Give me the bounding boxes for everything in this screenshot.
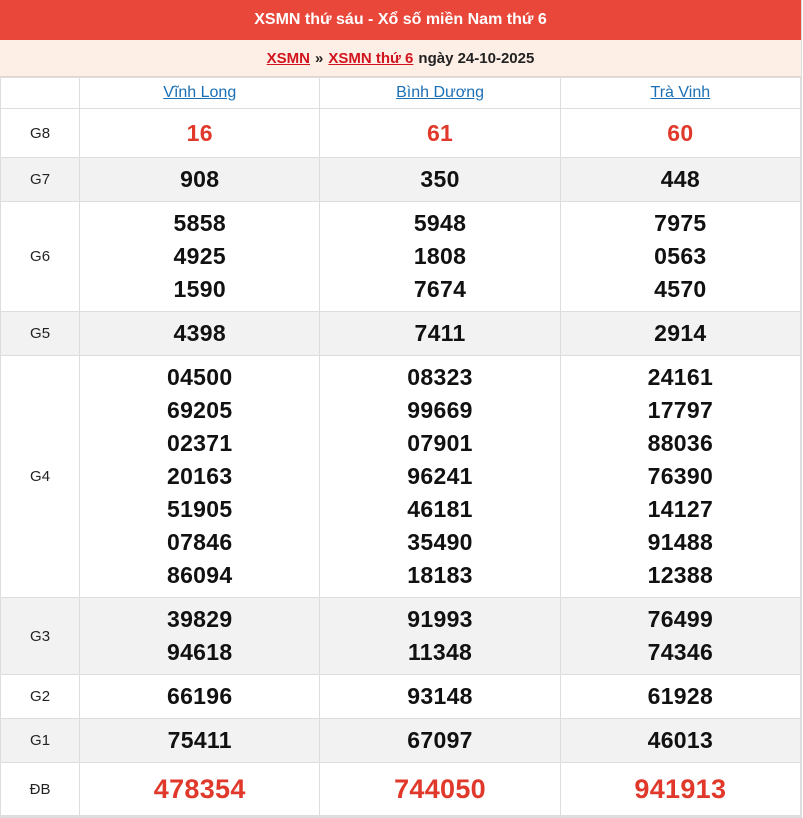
results-body — [1, 109, 801, 816]
prize-label: G8 — [1, 109, 80, 158]
result-cell — [560, 719, 800, 763]
lottery-number: 1808 — [413, 243, 467, 269]
lottery-number: 2914 — [654, 320, 707, 346]
lottery-number: 908 — [180, 166, 220, 192]
lottery-number: 66196 — [167, 683, 233, 709]
lottery-number: 61928 — [647, 683, 714, 709]
prize-label: G1 — [1, 719, 80, 763]
result-cell — [560, 158, 800, 202]
lottery-number: 91993 — [407, 606, 473, 632]
lottery-number: 99669 — [407, 397, 473, 423]
result-cell — [80, 675, 320, 719]
province-link-binh-duong[interactable]: Bình Dương — [396, 84, 484, 101]
result-cell — [320, 109, 560, 158]
result-cell — [80, 109, 320, 158]
result-cell — [320, 312, 560, 356]
result-cell — [80, 312, 320, 356]
result-cell — [560, 675, 800, 719]
result-cell — [80, 598, 320, 675]
prize-label: G2 — [1, 675, 80, 719]
result-cell — [320, 675, 560, 719]
lottery-number: 7975 — [654, 210, 707, 236]
result-cell — [80, 158, 320, 202]
lottery-number: 350 — [420, 166, 460, 192]
prize-label: ĐB — [1, 763, 80, 816]
lottery-number: 0563 — [654, 243, 707, 269]
lottery-number: 76499 — [647, 606, 714, 632]
lottery-number: 51905 — [167, 496, 233, 522]
result-cell — [320, 719, 560, 763]
breadcrumb-link-xsmn[interactable]: XSMN — [266, 49, 311, 67]
lottery-number: 448 — [660, 166, 700, 192]
lottery-number: 61 — [426, 119, 454, 146]
lottery-number: 96241 — [407, 463, 473, 489]
lottery-number: 5858 — [173, 210, 226, 236]
lottery-number: 94618 — [167, 639, 233, 665]
lottery-number: 24161 — [647, 364, 714, 390]
lottery-number: 46013 — [647, 727, 714, 753]
lottery-number: 11348 — [407, 639, 473, 665]
lottery-number: 20163 — [167, 463, 233, 489]
prize-row — [1, 202, 801, 312]
lottery-number: 7411 — [414, 320, 466, 346]
lottery-number: 35490 — [407, 529, 473, 555]
prize-label: G5 — [1, 312, 80, 356]
prize-label: G3 — [1, 598, 80, 675]
lottery-number: 07846 — [167, 529, 233, 555]
lottery-number: 88036 — [647, 430, 714, 456]
province-header-row — [1, 78, 801, 109]
lottery-number: 18183 — [407, 562, 473, 588]
prize-column-header — [1, 78, 80, 109]
prize-row — [1, 312, 801, 356]
lottery-number: 74346 — [647, 639, 714, 665]
breadcrumb — [0, 40, 801, 77]
result-cell — [560, 109, 800, 158]
lottery-number: 12388 — [647, 562, 714, 588]
result-cell — [320, 202, 560, 312]
prize-row — [1, 158, 801, 202]
lottery-number: 04500 — [167, 364, 233, 390]
page-title: XSMN thứ sáu - Xổ số miền Nam thứ 6 — [0, 0, 801, 40]
result-cell — [560, 356, 800, 598]
lottery-number: 16 — [186, 119, 213, 146]
lottery-number: 941913 — [634, 773, 727, 804]
lottery-number: 744050 — [394, 773, 486, 804]
prize-row — [1, 763, 801, 816]
lottery-number: 76390 — [647, 463, 714, 489]
result-cell — [560, 202, 800, 312]
lottery-number: 69205 — [167, 397, 233, 423]
prize-row — [1, 109, 801, 158]
lottery-number: 91488 — [647, 529, 714, 555]
result-cell — [560, 598, 800, 675]
result-cell — [560, 312, 800, 356]
result-cell — [80, 202, 320, 312]
prize-row — [1, 356, 801, 598]
lottery-number: 07901 — [407, 430, 473, 456]
lottery-number: 1590 — [173, 276, 226, 302]
province-header — [80, 78, 320, 109]
lottery-number: 93148 — [407, 683, 473, 709]
lottery-number: 08323 — [407, 364, 473, 390]
result-cell — [560, 763, 800, 816]
lottery-number: 17797 — [647, 397, 714, 423]
results-table — [0, 77, 801, 816]
draw-date: ngày 24-10-2025 — [418, 49, 535, 67]
lottery-number: 4570 — [654, 276, 707, 302]
lottery-number: 4925 — [173, 243, 226, 269]
result-cell — [80, 356, 320, 598]
lottery-number: 67097 — [407, 727, 473, 753]
result-cell — [320, 598, 560, 675]
lottery-number: 5948 — [413, 210, 467, 236]
lottery-number: 75411 — [167, 727, 232, 753]
prize-label: G6 — [1, 202, 80, 312]
lottery-number: 39829 — [167, 606, 233, 632]
lottery-number: 86094 — [167, 562, 233, 588]
prize-row — [1, 598, 801, 675]
breadcrumb-link-xsmn-thu-6[interactable]: XSMN thứ 6 — [328, 49, 414, 67]
result-cell — [320, 158, 560, 202]
lottery-number: 60 — [667, 119, 694, 146]
province-header — [320, 78, 560, 109]
lottery-number: 02371 — [167, 430, 233, 456]
prize-label: G4 — [1, 356, 80, 598]
province-link-tra-vinh[interactable]: Trà Vinh — [650, 84, 711, 101]
province-link-vinh-long[interactable]: Vĩnh Long — [163, 84, 237, 101]
result-cell — [80, 763, 320, 816]
province-header — [560, 78, 800, 109]
lottery-number: 7674 — [413, 276, 467, 302]
result-cell — [320, 763, 560, 816]
breadcrumb-separator: » — [315, 49, 324, 67]
lottery-number: 4398 — [173, 320, 226, 346]
prize-row — [1, 675, 801, 719]
lottery-number: 478354 — [153, 773, 246, 804]
lottery-number: 14127 — [647, 496, 714, 522]
result-cell — [320, 356, 560, 598]
lottery-number: 46181 — [407, 496, 473, 522]
prize-label: G7 — [1, 158, 80, 202]
prize-row — [1, 719, 801, 763]
result-cell — [80, 719, 320, 763]
